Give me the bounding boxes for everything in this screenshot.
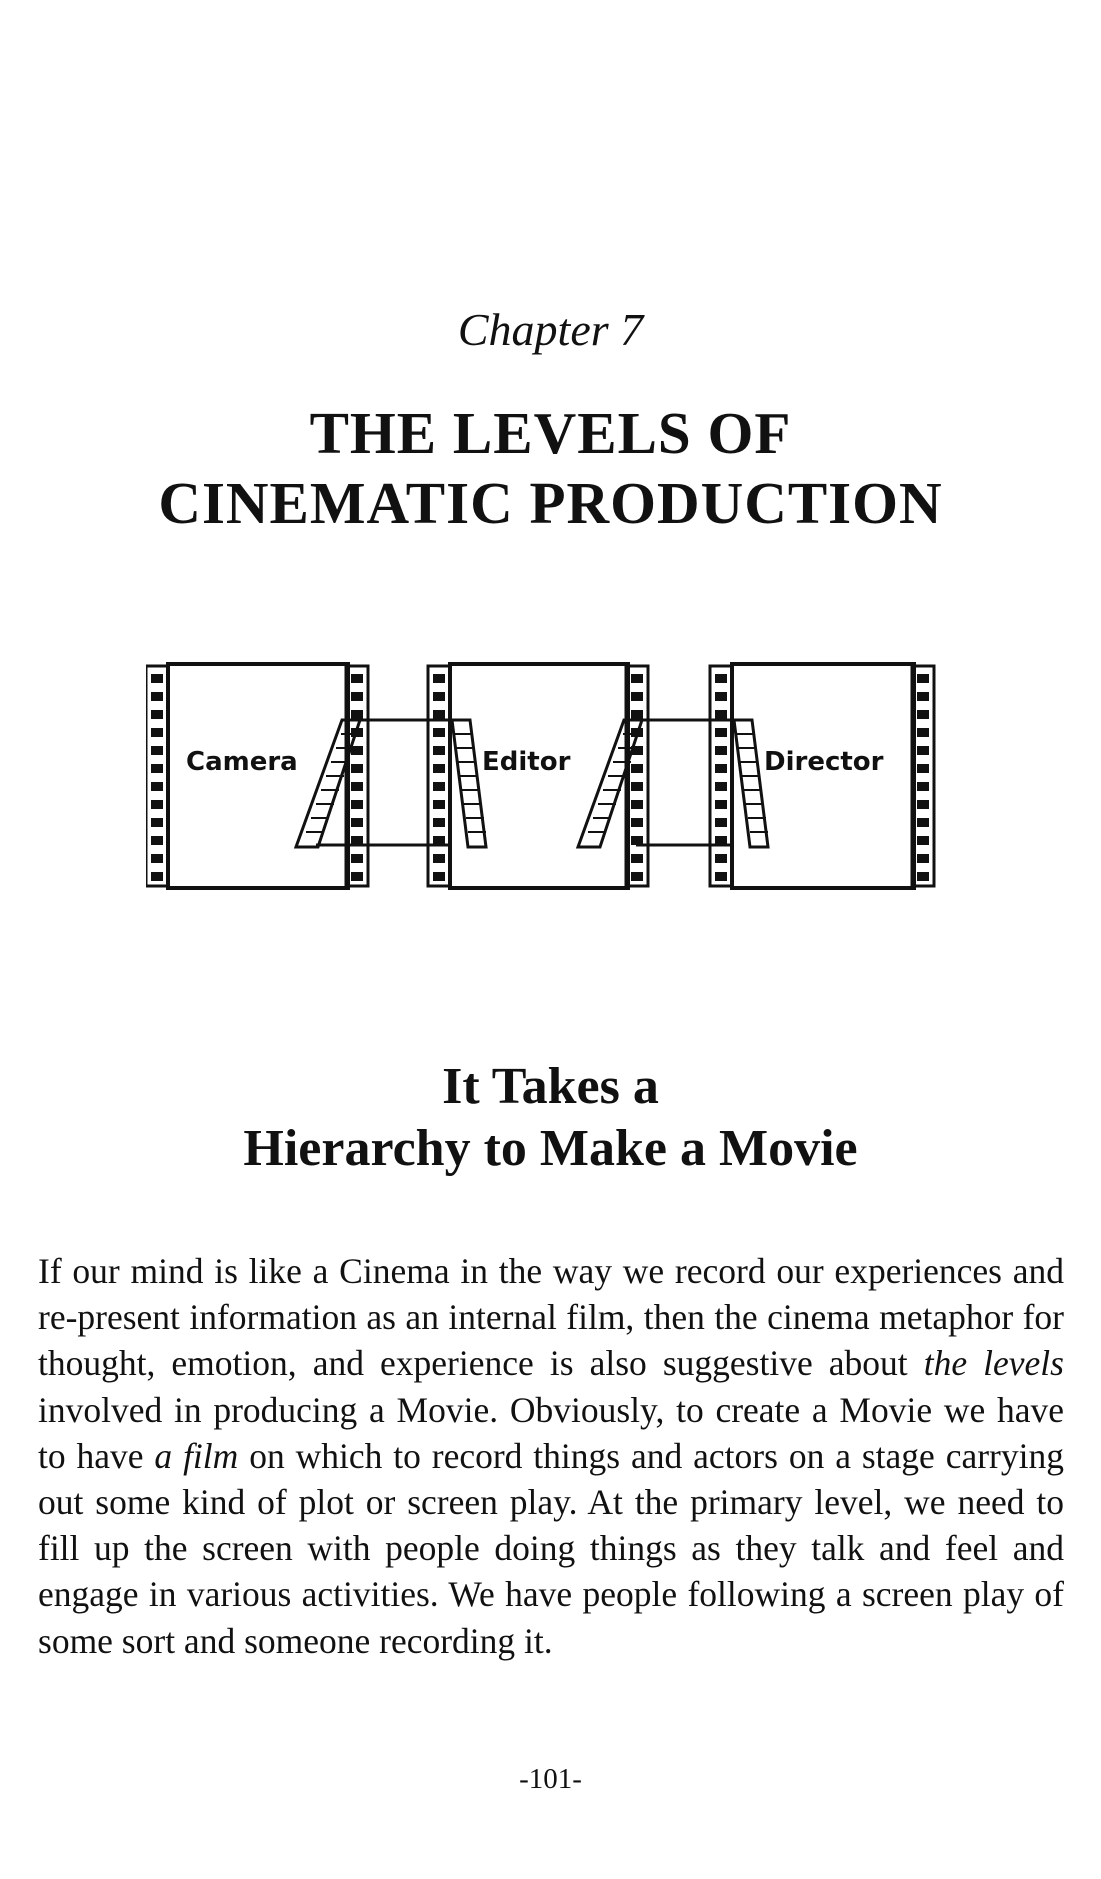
body-segment: If our mind is like a Cinema in the way we record our experiences and re-present information as an internal film, then the cinema metaphor for thought, emotion, and experience is also suggestive about [38, 1251, 1064, 1384]
body-emphasis: the levels [923, 1343, 1064, 1384]
body-paragraph [38, 1248, 1064, 1664]
chapter-label: Chapter 7 [457, 304, 644, 355]
editor-label: Editor [482, 747, 571, 777]
body-segment: on which to record things and actors on a stage carrying out some kind of plot or screen play. At the primary level, we need to fill up the screen with people doing things as they talk and feel and engage in various activities. We have people following a screen play of some sort and someone recording it. [38, 1435, 1064, 1661]
chapter-title [0, 398, 1101, 538]
section-heading [0, 1056, 1101, 1180]
sprocket-holes [151, 674, 929, 881]
body-emphasis: a film [154, 1435, 239, 1476]
film-frames-diagram [146, 660, 936, 890]
film-slant [452, 720, 486, 847]
film-slant [296, 720, 360, 847]
film-slant [734, 720, 768, 847]
camera-label: Camera [186, 747, 298, 777]
body-segment: involved in producing a Movie. Obviously, to create a Movie we have to have [38, 1389, 1064, 1476]
chapter-title-line-2: CINEMATIC PRODUCTION [158, 470, 943, 536]
chapter-title-line-1: THE LEVELS OF [309, 400, 792, 466]
section-heading-line-1: It Takes a [442, 1058, 659, 1115]
page-number: -101- [519, 1763, 582, 1795]
section-heading-line-2: Hierarchy to Make a Movie [243, 1120, 858, 1177]
director-label: Director [764, 747, 884, 777]
